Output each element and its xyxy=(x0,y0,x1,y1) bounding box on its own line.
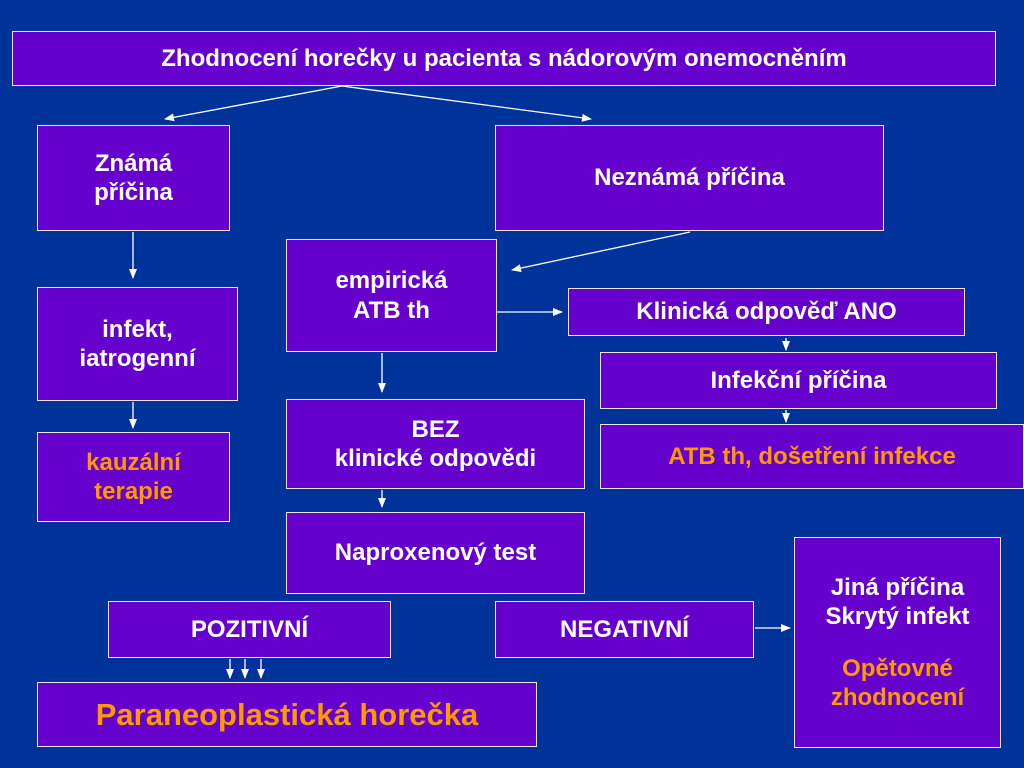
no-clinical-response-box xyxy=(286,399,585,489)
infectious-cause-text: Infekční příčina xyxy=(710,366,887,394)
known-cause-text: Známá příčina xyxy=(94,149,173,206)
naproxen-test-box xyxy=(286,512,585,594)
causal-therapy-text: kauzální terapie xyxy=(86,448,181,505)
unknown-cause-text: Neznámá příčina xyxy=(594,164,785,192)
negative-text: NEGATIVNÍ xyxy=(560,615,689,643)
reassessment-text: Opětovné zhodnocení xyxy=(830,654,965,711)
clinical-response-yes-text: Klinická odpověď ANO xyxy=(636,298,897,326)
atb-workup-text: ATB th, došetření infekce xyxy=(668,442,956,470)
no-clinical-response-text: BEZ klinické odpovědi xyxy=(334,415,537,472)
unknown-cause-box xyxy=(495,125,884,231)
paraneoplastic-fever-box xyxy=(37,682,537,747)
atb-workup-box xyxy=(600,424,1024,489)
title-box xyxy=(12,31,996,86)
causal-therapy-box xyxy=(37,432,230,522)
other-cause-text: Jiná příčina Skrytý infekt xyxy=(825,573,970,631)
negative-box xyxy=(495,601,754,658)
paraneoplastic-fever-text: Paraneoplastická horečka xyxy=(95,696,479,732)
infection-iatrogenic-box xyxy=(37,287,238,401)
empiric-atb-box xyxy=(286,239,497,352)
positive-text: POZITIVNÍ xyxy=(190,615,309,643)
title-text: Zhodnocení horečky u pacienta s nádorovým onemocněním xyxy=(161,44,847,72)
arrow-unknown-to-empiric xyxy=(512,232,690,270)
naproxen-test-text: Naproxenový test xyxy=(334,539,537,567)
arrow-title-to-unknown xyxy=(342,86,591,119)
arrow-title-to-known xyxy=(165,86,342,119)
clinical-response-yes-box xyxy=(568,288,965,336)
empiric-atb-text: empirická ATB th xyxy=(335,267,448,324)
other-cause-box xyxy=(794,537,1001,748)
infectious-cause-box xyxy=(600,352,997,409)
known-cause-box xyxy=(37,125,230,231)
positive-box xyxy=(108,601,391,658)
infection-iatrogenic-text: infekt, iatrogenní xyxy=(79,315,196,372)
